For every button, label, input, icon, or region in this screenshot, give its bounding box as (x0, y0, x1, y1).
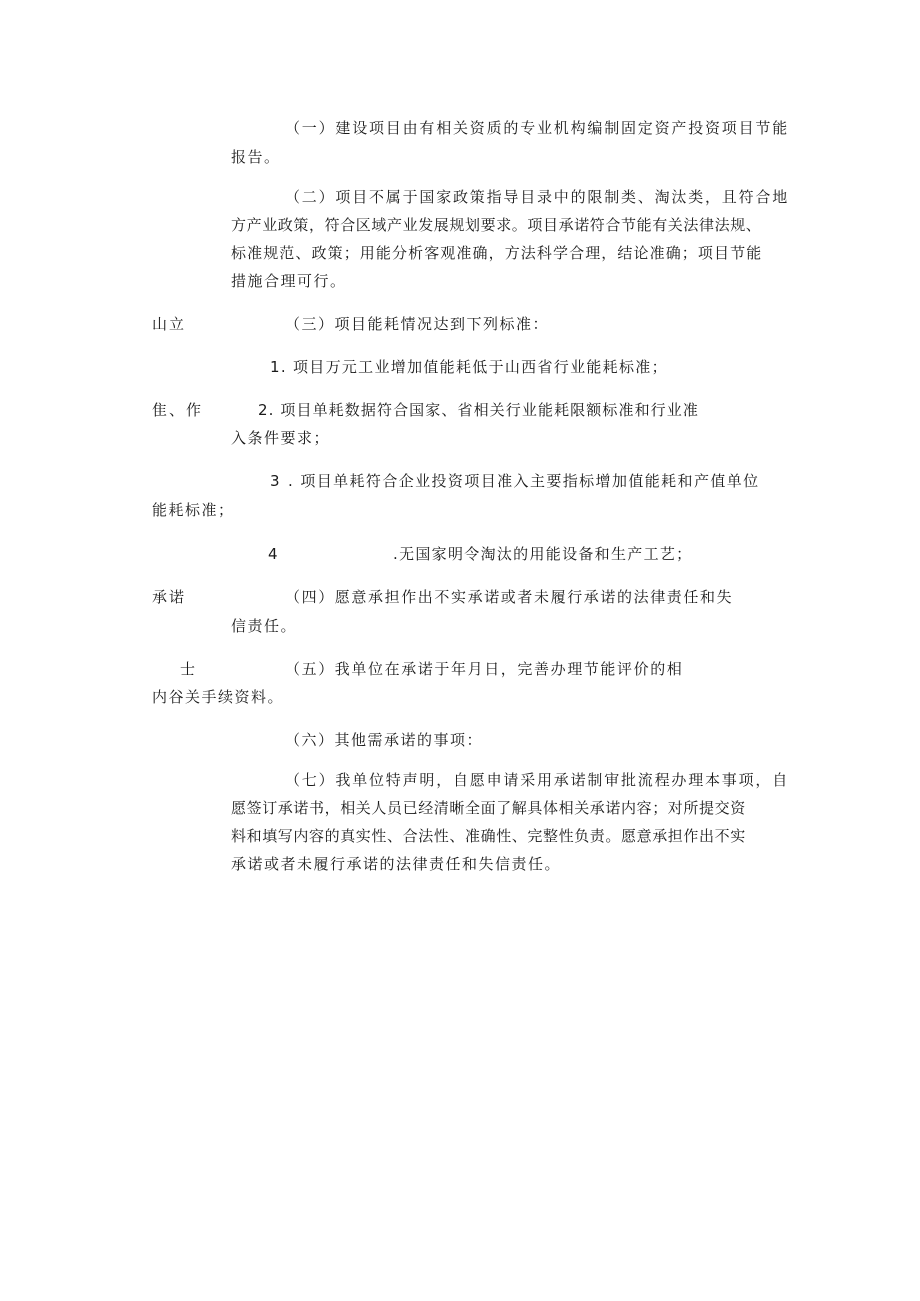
list-item-2-line-2: 入条件要求； (231, 429, 331, 447)
list-item-3-line-2: 能耗标准； (152, 501, 235, 519)
list-item-4-number: 4 (268, 545, 280, 563)
paragraph-6-line-1: （六）其他需承诺的事项： (285, 731, 484, 749)
margin-note-4: 士 (180, 660, 198, 678)
paragraph-5-line-2: 内谷关手续资料。 (152, 688, 285, 706)
margin-note-2: 隹、作 (152, 401, 204, 419)
list-item-1-line-1: 1. 项目万元工业增加值能耗低于山西省行业能耗标准； (270, 358, 668, 376)
margin-note-3: 承诺 (152, 588, 187, 606)
paragraph-4-line-2: 信责任。 (231, 617, 298, 635)
paragraph-2-line-3: 标准规范、政策；用能分析客观准确，方法科学合理，结论准确；项目节能 (231, 244, 763, 262)
paragraph-7-line-4: 承诺或者未履行承诺的法律责任和失信责任。 (231, 855, 562, 873)
paragraph-5-line-1: （五）我单位在承诺于年月日，完善办理节能评价的相 (285, 660, 684, 678)
paragraph-7-line-3: 料和填写内容的真实性、合法性、准确性、完整性负责。愿意承担作出不实 (231, 827, 746, 845)
paragraph-2-line-1: （二）项目不属于国家政策指导目录中的限制类、淘汰类，且符合地 (285, 188, 790, 206)
paragraph-3-line-1: （三）项目能耗情况达到下列标准： (285, 315, 550, 333)
margin-note-1: 山立 (152, 315, 187, 333)
paragraph-7-line-1: （七）我单位特声明，自愿申请采用承诺制审批流程办理本事项，自 (285, 771, 790, 789)
paragraph-1-line-1: （一）建设项目由有相关资质的专业机构编制固定资产投资项目节能 (285, 119, 790, 137)
paragraph-7-line-2: 愿签订承诺书，相关人员已经清晰全面了解具体相关承诺内容；对所提交资 (231, 799, 746, 817)
list-item-2-line-1: 2. 项目单耗数据符合国家、省相关行业能耗限额标准和行业准 (258, 401, 699, 419)
list-item-3-line-1: . 项目单耗符合企业投资项目准入主要指标增加值能耗和产值单位 (288, 472, 760, 490)
paragraph-1-line-2: 报告。 (231, 148, 281, 166)
list-item-3-number: 3 (270, 472, 282, 490)
paragraph-2-line-4: 措施合理可行。 (231, 272, 347, 290)
list-item-4-line-1: .无国家明令淘汰的用能设备和生产工艺； (393, 545, 693, 563)
paragraph-4-line-1: （四）愿意承担作出不实承诺或者未履行承诺的法律责任和失 (285, 588, 734, 606)
paragraph-2-line-2: 方产业政策，符合区域产业发展规划要求。项目承诺符合节能有关法律法规、 (231, 216, 762, 234)
